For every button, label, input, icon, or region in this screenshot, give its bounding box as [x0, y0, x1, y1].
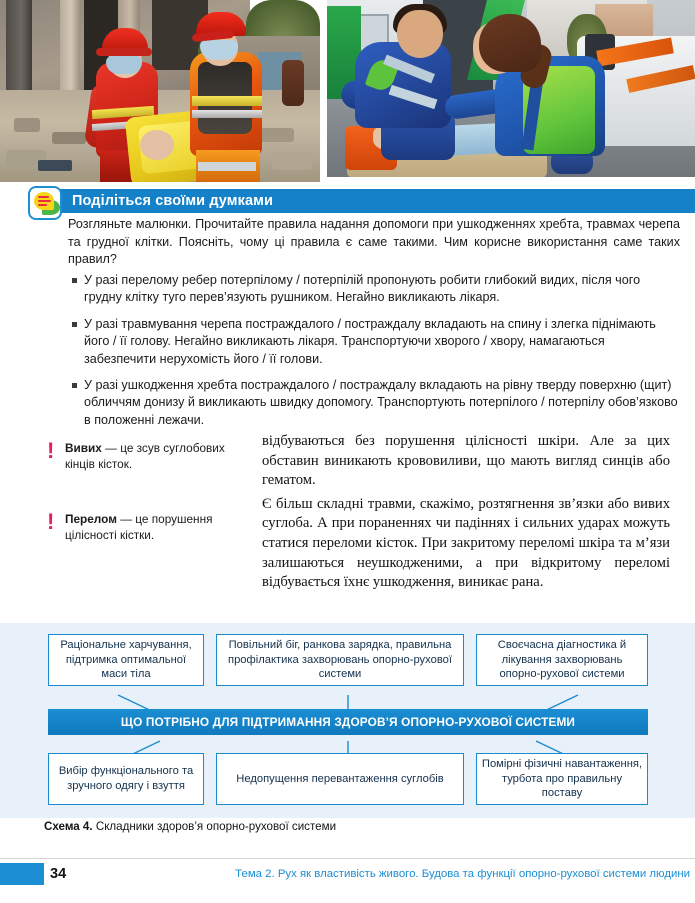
- term-title: Вивих: [65, 441, 102, 455]
- body-paragraph: відбуваються без порушення цілісності шкіри. Але за цих обставин виникають крововиливи, що мають вигляд синців або гематом.: [262, 433, 670, 489]
- exclamation-icon: !: [47, 508, 55, 534]
- definition-perelom: [45, 508, 245, 544]
- scheme-caption: [44, 820, 336, 833]
- term-text: — це зсув суглобових кінців кісток.: [65, 441, 225, 472]
- list-item: У разі травмування черепа постраждалого / постраждалу вкладають на спину і злегка піднімають його / її голову. Негайно викликають лікаря. Транспортуючи хворого / хвору, намагаються забезпечити нерухомість його / її голови.: [70, 316, 680, 368]
- caption-label: Схема 4.: [44, 820, 93, 833]
- scheme-bottom-box-2: Недопущення перевантаження суглобів: [216, 753, 464, 805]
- photo-paramedics-patient: [327, 0, 695, 177]
- page-number: 34: [50, 866, 67, 882]
- footer-divider: [0, 858, 695, 859]
- scheme-bottom-box-1: Вибір функціонального та зручного одягу і взуття: [48, 753, 204, 805]
- term-title: Перелом: [65, 511, 117, 526]
- definitions-column: [45, 440, 245, 544]
- list-item: У разі ушкодження хребта постраждалого / постраждалу вкладають на рівну тверду поверхню (щит) обличчям донизу й викликають швидку допомогу. Транспортують потерпілого / потерпілу обов’язково в положенні лежачи.: [70, 377, 680, 429]
- footer-accent-block: [0, 863, 44, 885]
- scheme-top-box-2: Повільний біг, ранкова зарядка, правильна профілактика захворювань опорно-рухової системи: [216, 634, 464, 686]
- scheme-bottom-box-3: Помірні фізичні навантаження, турбота про правильну поставу: [476, 753, 648, 805]
- body-paragraph: Є більш складні травми, скажімо, розтягнення зв’язки або вивих суглоба. А при пораненнях чи падіннях і сильних ударах можуть статися переломи кісток. При закритому переломі шкіра та м’язи залишаються неушкодженими, а при відкритому переломі відбувається їхнє ушкодження, виникає рана.: [262, 495, 670, 591]
- scheme-top-box-3: Своєчасна діагностика й лікування захворювань опорно-рухової системи: [476, 634, 648, 686]
- photo-strip: [0, 0, 695, 182]
- exclamation-icon: !: [47, 438, 55, 463]
- speech-bubbles-icon: [28, 186, 62, 220]
- body-text-column: [262, 432, 670, 597]
- rules-list: [70, 272, 680, 438]
- list-item: У разі перелому ребер потерпілому / потерпілій пропонують робити глибокий видих, після чого грудну клітку туго перев’язують рушником. Негайно викликають лікаря.: [70, 272, 680, 307]
- running-head: Тема 2. Рух як властивість живого. Будова та функції опорно-рухової системи людини: [235, 868, 690, 880]
- photo-rescuers-stretcher: [0, 0, 320, 182]
- share-thoughts-title: Поділіться своїми думками: [72, 193, 273, 209]
- scheme-center-bar: ЩО ПОТРІБНО ДЛЯ ПІДТРИМАННЯ ЗДОРОВ’Я ОПОРНО-РУХОВОЇ СИСТЕМИ: [48, 709, 648, 735]
- scheme-top-box-1: Раціональне харчування, підтримка оптимальної маси тіла: [48, 634, 204, 686]
- intro-paragraph: Розгляньте малюнки. Прочитайте правила надання допомоги при ушкодженнях хребта, травмах черепа та грудної клітки. Поясніть, чому ці правила є саме такими. Чим корисне використання саме таких правил?: [68, 217, 680, 267]
- term-text: — це порушення цілісності кістки.: [65, 511, 213, 543]
- definition-vyvyh: [45, 440, 245, 473]
- caption-text: Складники здоров’я опорно-рухової системи: [92, 820, 337, 833]
